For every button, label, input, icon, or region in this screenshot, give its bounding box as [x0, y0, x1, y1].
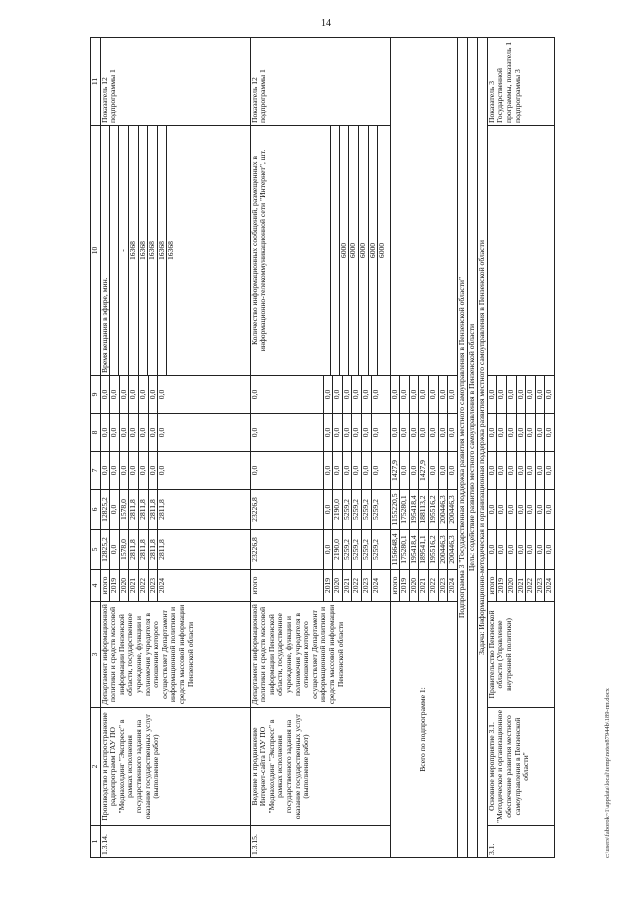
list-cell: 0,0 [544, 427, 554, 438]
list-cell: 2811,8 [148, 490, 158, 529]
list-cell: 189541,1 [419, 530, 429, 569]
list-cell: 0,0 [400, 414, 410, 451]
list-cell: итого [488, 570, 497, 601]
list-cell: 2190,0 [333, 530, 343, 569]
list-cell: 2020 [119, 570, 129, 601]
list-cell: 0,0 [497, 452, 507, 489]
list-cell: 195516,2 [428, 530, 438, 569]
years-col [390, 570, 457, 602]
header-row [91, 38, 101, 858]
indicator-ref: Показатель 12 подпрограммы 1 [250, 38, 390, 126]
list-cell: 2023 [361, 570, 371, 601]
list-cell: 0,0 [157, 427, 167, 438]
list-cell: 0,0 [535, 530, 545, 569]
list-cell: 0,0 [438, 452, 448, 489]
section-row [467, 38, 477, 858]
list-cell: 2811,8 [129, 490, 139, 529]
local-col [100, 414, 250, 452]
local-col [487, 414, 554, 452]
list-cell: 2021 [129, 570, 139, 601]
list-cell: 2190,0 [333, 490, 343, 529]
list-cell: 2019 [110, 570, 120, 601]
federal-col [250, 452, 390, 490]
list-cell: 2022 [526, 570, 536, 601]
list-cell: 0,0 [352, 452, 362, 489]
header-cell: 4 [91, 570, 101, 602]
list-cell: 0,0 [400, 452, 410, 489]
header-cell: 5 [91, 530, 101, 570]
list-cell: 0,0 [516, 376, 526, 413]
list-cell: 5259,2 [370, 499, 380, 520]
header-cell: 9 [91, 376, 101, 414]
list-cell: 0,0 [129, 414, 139, 451]
measure-name: Производство и распространение радиопрограмм ГАУ ПО "Медиахолдинг "Экспресс" в рамках исполнения государственного задания на оказание государственных услуг (выполнение работ) [100, 708, 250, 826]
page-number: 14 [321, 18, 331, 29]
list-cell: 2020 [506, 570, 516, 601]
list-cell: 0,0 [497, 414, 507, 451]
list-cell: 0,0 [138, 376, 148, 413]
list-cell: 0,0 [535, 414, 545, 451]
other-col [250, 376, 390, 414]
list-cell: 0,0 [101, 376, 110, 413]
table-row [100, 38, 250, 858]
program-table [90, 37, 555, 858]
indicator-ref: Показатель 12 подпрограммы 1 [100, 38, 250, 126]
list-cell: 0,0 [506, 530, 516, 569]
header-cell: 6 [91, 490, 101, 530]
list-cell: 5259,2 [361, 530, 371, 569]
header-cell: 7 [91, 452, 101, 490]
list-cell: 0,0 [251, 376, 324, 413]
list-cell: 2021 [419, 570, 429, 601]
list-cell: 0,0 [148, 414, 158, 451]
list-cell: 0,0 [110, 414, 120, 451]
list-cell: 2811,8 [138, 490, 148, 529]
list-cell: 0,0 [138, 414, 148, 451]
list-cell: 0,0 [535, 452, 545, 489]
list-cell: 200446,3 [447, 495, 457, 524]
list-cell: 2024 [157, 577, 167, 594]
list-cell: 0,0 [148, 452, 158, 489]
list-cell: 0,0 [428, 452, 438, 489]
list-cell: 0,0 [535, 490, 545, 529]
list-cell: 0,0 [323, 376, 333, 413]
list-cell: 5259,2 [342, 530, 352, 569]
list-cell: 0,0 [391, 376, 400, 413]
row-number: 3.1. [487, 826, 554, 858]
list-cell: 2019 [400, 570, 410, 601]
list-cell: 0,0 [251, 452, 324, 489]
list-cell: 2024 [447, 577, 457, 594]
total-col [487, 530, 554, 570]
indicator-name: Время вещания в эфире, мин. [99, 277, 109, 373]
list-cell: 2021 [342, 570, 352, 601]
list-cell: 0,0 [428, 376, 438, 413]
regional-col [250, 490, 390, 530]
list-cell: 0,0 [119, 452, 129, 489]
list-cell: итого [251, 570, 324, 601]
header-cell: 8 [91, 414, 101, 452]
list-cell: - [119, 126, 129, 375]
list-cell: 200446,3 [447, 535, 457, 564]
list-cell: 6000 [377, 242, 387, 259]
list-cell: 0,0 [370, 389, 380, 400]
empty-cell [390, 38, 457, 376]
list-cell: 0,0 [419, 414, 429, 451]
list-cell: 0,0 [323, 490, 333, 529]
list-cell: 0,0 [497, 490, 507, 529]
list-cell: 0,0 [526, 452, 536, 489]
section-row [477, 38, 487, 858]
list-cell: 0,0 [110, 452, 120, 489]
executor: Департамент информационной политики и средств массовой информации Пензенской области, государственное учреждение, функции и полномочия учредителя в отношении которого осуществляет Департамент информационной политики и средств массовой информации Пензенской области [250, 602, 390, 708]
indicator-ref: Показатель 3 Государственной программы, показатель 1 подпрограммы 3 [487, 38, 554, 126]
list-cell: 0,0 [391, 414, 400, 451]
list-cell: 0,0 [428, 414, 438, 451]
list-cell: 0,0 [488, 452, 497, 489]
list-cell: 0,0 [129, 376, 139, 413]
list-cell: 2811,8 [148, 530, 158, 569]
row-number: 1.3.15. [250, 826, 390, 858]
list-cell: 0,0 [361, 414, 371, 451]
list-cell: 0,0 [544, 504, 554, 515]
list-cell: 0,0 [119, 376, 129, 413]
header-cell: 11 [91, 38, 101, 126]
list-cell: 0,0 [101, 414, 110, 451]
other-col [390, 376, 457, 414]
list-cell: 0,0 [516, 490, 526, 529]
header-cell: 3 [91, 602, 101, 708]
list-cell: 2021 [516, 570, 526, 601]
list-cell: 0,0 [447, 465, 457, 476]
list-cell: 0,0 [352, 376, 362, 413]
header-cell: 2 [91, 708, 101, 826]
list-cell: 0,0 [409, 452, 419, 489]
rotated-table-container [90, 38, 610, 858]
list-cell: 16368 [128, 126, 138, 375]
list-cell: 0,0 [526, 376, 536, 413]
federal-col [100, 452, 250, 490]
list-cell: 0,0 [400, 376, 410, 413]
table-row [487, 38, 554, 858]
list-cell: 0,0 [535, 376, 545, 413]
list-cell: 2020 [409, 570, 419, 601]
regional-col [100, 490, 250, 530]
list-cell: 0,0 [497, 376, 507, 413]
list-cell: 0,0 [323, 530, 333, 569]
list-cell: 195418,4 [409, 490, 419, 529]
list-cell: 0,0 [110, 490, 120, 529]
row-number: 1.3.14. [100, 826, 250, 858]
list-cell: 0,0 [370, 465, 380, 476]
list-cell: 0,0 [526, 490, 536, 529]
list-cell: 2024 [544, 577, 554, 594]
list-cell: 0,0 [361, 376, 371, 413]
list-cell: 5259,2 [361, 490, 371, 529]
list-cell: 5259,2 [352, 490, 362, 529]
list-cell: 0,0 [129, 452, 139, 489]
list-cell: 0,0 [497, 530, 507, 569]
list-cell: 2022 [428, 570, 438, 601]
list-cell: 0,0 [506, 414, 516, 451]
list-cell: 2023 [148, 570, 158, 601]
list-cell: 0,0 [544, 389, 554, 400]
list-cell: 16368 [148, 126, 158, 375]
list-cell: 200446,3 [438, 490, 448, 529]
list-cell: 2811,8 [157, 499, 167, 520]
local-col [390, 414, 457, 452]
list-cell: 16368 [166, 241, 176, 260]
list-cell: 5259,2 [370, 539, 380, 560]
list-cell: 1578,0 [119, 530, 129, 569]
list-cell: итого [391, 570, 400, 601]
list-cell: 0,0 [110, 376, 120, 413]
list-cell: 2022 [138, 570, 148, 601]
list-cell: 0,0 [333, 414, 343, 451]
indicator-col [250, 126, 390, 376]
list-cell: 2019 [323, 570, 333, 601]
total-col [250, 530, 390, 570]
list-cell: 0,0 [447, 389, 457, 400]
list-cell: 0,0 [138, 452, 148, 489]
list-cell: 0,0 [148, 376, 158, 413]
federal-col [390, 452, 457, 490]
list-cell: 195516,2 [428, 490, 438, 529]
list-cell: 1578,0 [119, 490, 129, 529]
list-cell: 0,0 [488, 376, 497, 413]
list-cell: 195418,4 [409, 530, 419, 569]
list-cell: 0,0 [488, 414, 497, 451]
list-cell: 0,0 [157, 389, 167, 400]
list-cell: 0,0 [438, 414, 448, 451]
list-cell: 0,0 [506, 490, 516, 529]
regional-col [390, 490, 457, 530]
years-col [487, 570, 554, 602]
section-row [457, 38, 467, 858]
measure-name: Ведение и продвижение Интернет-сайта ГАУ ПО "Медиахолдинг "Экспресс" в рамках исполнения государственного задания на оказание государственных услуг (выполнение работ) [250, 708, 390, 826]
list-cell: 0,0 [506, 452, 516, 489]
empty-cell [487, 126, 554, 376]
regional-col [487, 490, 554, 530]
list-cell: 0,0 [342, 452, 352, 489]
federal-col [487, 452, 554, 490]
list-cell: 1155220,5 [391, 490, 400, 529]
list-cell: 2019 [497, 570, 507, 601]
other-col [487, 376, 554, 414]
list-cell: 2023 [438, 570, 448, 601]
list-cell: 16368 [138, 126, 148, 375]
list-cell: 0,0 [506, 376, 516, 413]
list-cell: 2811,8 [138, 530, 148, 569]
list-cell: 175280,1 [400, 490, 410, 529]
list-cell: 0,0 [251, 414, 324, 451]
list-cell: 0,0 [544, 465, 554, 476]
subprogram-title: Подпрограмма 3 "Государственная поддержка развития местного самоуправления в Пензенской области" [457, 38, 467, 858]
table-row [250, 38, 390, 858]
task-text: Задача: Информационно-методическая и организационная поддержка развития местного самоуправления в Пензенской области [477, 38, 487, 858]
list-cell: 5259,2 [342, 490, 352, 529]
list-cell: 0,0 [342, 376, 352, 413]
list-cell: 12825,2 [101, 490, 110, 529]
indicator-name: Количество информационных сообщений, размещенных в информационно-телекоммуникационной сети "Интернет", шт. [249, 149, 268, 352]
goal-text: Цель: содействие развитию местного самоуправления в Пензенской области [467, 38, 477, 858]
list-cell: 1156648,4 [391, 530, 400, 569]
list-cell: 2023 [535, 570, 545, 601]
list-cell: 0,0 [526, 414, 536, 451]
measure-name: Основное мероприятие 3.1. "Методическое и организационное обеспечение развития местного самоуправления в Пензенской области" [487, 708, 554, 826]
list-cell: 0,0 [409, 414, 419, 451]
total-col [100, 530, 250, 570]
list-cell: 2022 [352, 570, 362, 601]
list-cell: 0,0 [516, 414, 526, 451]
list-cell: 188113,2 [419, 490, 429, 529]
list-cell [330, 126, 339, 375]
list-cell: 0,0 [516, 452, 526, 489]
header-cell: 1 [91, 826, 101, 858]
list-cell: 5259,2 [352, 530, 362, 569]
list-cell: 0,0 [342, 414, 352, 451]
list-cell: 0,0 [352, 414, 362, 451]
list-cell: 0,0 [370, 427, 380, 438]
list-cell: 0,0 [333, 452, 343, 489]
list-cell: 0,0 [488, 530, 497, 569]
list-cell: 6000 [358, 126, 368, 375]
list-cell: 1427,9 [419, 452, 429, 489]
executor: Департамент информационной политики и средств массовой информации Пензенской области, государственное учреждение, функции и полномочия учредителя в отношении которого осуществляет Департамент информационной политики и средств массовой информации Пензенской области [100, 602, 250, 708]
list-cell: 0,0 [119, 414, 129, 451]
other-col [100, 376, 250, 414]
local-col [250, 414, 390, 452]
header-cell: 10 [91, 126, 101, 376]
list-cell: 0,0 [488, 490, 497, 529]
list-cell: 0,0 [157, 465, 167, 476]
list-cell: итого [101, 570, 110, 601]
list-cell: 0,0 [101, 452, 110, 489]
list-cell: 0,0 [544, 544, 554, 555]
list-cell: 0,0 [323, 452, 333, 489]
list-cell: 0,0 [323, 414, 333, 451]
list-cell: 0,0 [447, 427, 457, 438]
list-cell: 2811,8 [129, 530, 139, 569]
list-cell: 0,0 [419, 376, 429, 413]
list-cell: 6000 [339, 126, 349, 375]
list-cell: 2024 [370, 577, 380, 594]
list-cell: 23226,8 [251, 490, 324, 529]
list-cell: 23226,8 [251, 530, 324, 569]
list-cell: 12825,2 [101, 530, 110, 569]
list-cell: 16368 [157, 126, 167, 375]
list-cell: 0,0 [110, 530, 120, 569]
list-cell: 1427,9 [391, 452, 400, 489]
years-col [250, 570, 390, 602]
list-cell: 0,0 [526, 530, 536, 569]
list-cell: 6000 [349, 126, 359, 375]
list-cell: 0,0 [333, 376, 343, 413]
list-cell: 0,0 [361, 452, 371, 489]
executor: Правительство Пензенской области (Управление внутренней политики) [487, 602, 554, 708]
years-col [100, 570, 250, 602]
total-col [390, 530, 457, 570]
list-cell: 0,0 [409, 376, 419, 413]
list-cell: 2020 [333, 570, 343, 601]
subtotal-label: Всего по подпрограмме 1: [390, 602, 457, 858]
indicator-col [100, 126, 250, 376]
list-cell: 6000 [368, 126, 378, 375]
list-cell: 200446,3 [438, 530, 448, 569]
file-path-footer: c:\users\faborok~1\appdata\local\temp\notes87944b\189-пп.docx [604, 688, 611, 858]
list-cell: 175280,1 [400, 530, 410, 569]
table-row [390, 38, 457, 858]
list-cell: 0,0 [516, 530, 526, 569]
list-cell: 2811,8 [157, 539, 167, 560]
list-cell: 0,0 [438, 376, 448, 413]
